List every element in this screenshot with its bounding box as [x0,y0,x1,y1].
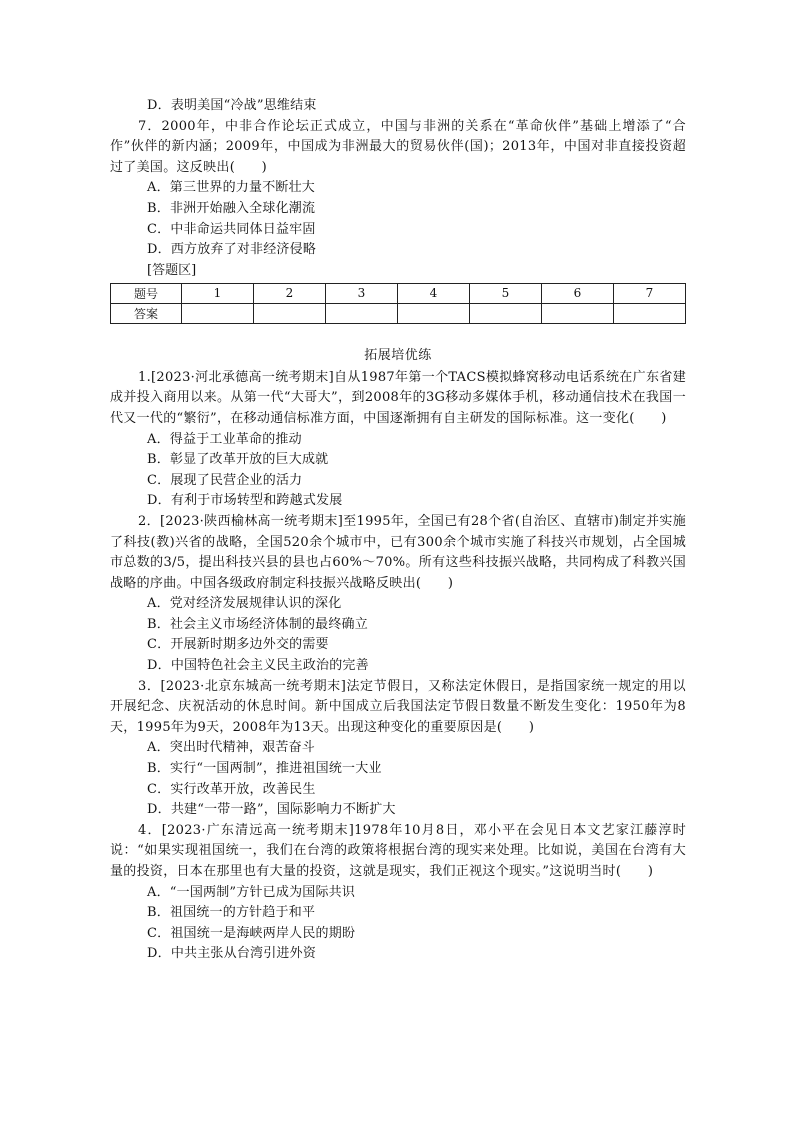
section-title: 拓展培优练 [364,347,432,363]
question-4 [110,821,686,965]
question-stem: 3．[2023·北京东城高一统考期末]法定节假日，又称法定休假日，是指国家统一规定的用以开展纪念、庆祝活动的休息时间。新中国成立后我国法定节假日数量不断发生变化：1950年为8天，1995年为9天，2008年为13天。出现这种变化的重要原因是( ) [110,678,686,735]
answer-table-number-row [111,283,686,303]
answer-table-number-header: 题号 [111,283,182,303]
answer-table [110,283,686,324]
question-7-option-d: D．西方放弃了对非经济侵略 [147,242,317,258]
question-option-b: B．彰显了改革开放的巨大成就 [147,452,329,468]
answer-cell[interactable] [614,303,686,323]
question-stem: 1.[2023·河北承德高一统考期末]自从1987年第一个TACS模拟蜂窝移动电话系统在广东省建成并投入商用以来。从第一代“大哥大”，到2008年的3G移动多媒体手机，移动通信技术在我国一代又一代的“繁衍”，在移动通信标准方面，中国逐渐拥有自主研发的国际标准。这一变化( ) [110,369,686,426]
answer-table-answer-header: 答案 [111,303,182,323]
answer-table-answer-row [111,303,686,323]
question-7-option-c: C．中非命运共同体日益牢固 [147,221,316,237]
question-option-c: C．开展新时期多边外交的需要 [147,637,329,653]
question-option-c: C．展现了民营企业的活力 [147,472,303,488]
prev-question-option-d: D．表明美国“冷战”思维结束 [147,98,317,113]
question-option-a: A．“一国两制”方针已成为国际共识 [147,884,356,900]
answer-cell[interactable] [542,303,614,323]
question-7-option-b: B．非洲开始融入全球化潮流 [147,200,316,216]
answer-cell[interactable] [182,303,254,323]
answer-cell[interactable] [254,303,326,323]
answer-table-number: 5 [470,283,542,303]
question-option-d: D．共建“一带一路”，国际影响力不断扩大 [147,802,396,818]
question-option-a: A．得益于工业革命的推动 [147,431,302,447]
answer-table-number: 7 [614,283,686,303]
answer-table-number: 1 [182,283,254,303]
question-stem: 2．[2023·陕西榆林高一统考期末]至1995年，全国已有28个省(自治区、直辖市)制定并实施了科技(教)兴省的战略，全国520余个城市中，已有300余个城市实施了科技兴市规划，占全国城市总数的3/5，提出科技兴县的县也占60%～70%。所有这些科技振兴战略，共同构成了科教兴国战略的序曲。中国各级政府制定科技振兴战略反映出( ) [110,513,686,591]
question-option-c: C．实行改革开放，改善民生 [147,781,316,797]
answer-cell[interactable] [326,303,398,323]
question-option-d: D．中共主张从台湾引进外资 [147,946,317,962]
question-1 [110,368,686,512]
document-page [110,96,686,965]
answer-table-number: 3 [326,283,398,303]
question-option-d: D．中国特色社会主义民主政治的完善 [147,658,369,674]
answer-table-number: 6 [542,283,614,303]
question-stem: 4．[2023·广东清远高一统考期末]1978年10月8日，邓小平在会见日本文艺家江藤淳时说：“如果实现祖国统一，我们在台湾的政策将根据台湾的现实来处理。比如说，美国在台湾有大量的投资，日本在那里也有大量的投资，这就是现实，我们正视这个现实。”这说明当时( ) [110,822,686,879]
question-option-b: B．社会主义市场经济体制的最终确立 [147,616,368,632]
question-7-stem: 7．2000年，中非合作论坛正式成立，中国与非洲的关系在“革命伙伴”基础上增添了“合作”伙伴的新内涵；2009年，中国成为非洲最大的贸易伙伴(国)；2013年，中国对非直接投资超过了美国。这反映出( ) [110,118,686,175]
question-7-option-a: A．第三世界的力量不断壮大 [147,180,315,196]
question-option-a: A．突出时代精神，艰苦奋斗 [147,740,315,756]
question-3 [110,677,686,821]
answer-area-label: [答题区] [147,262,197,278]
answer-cell[interactable] [470,303,542,323]
question-option-b: B．祖国统一的方针趋于和平 [147,905,316,921]
question-option-b: B．实行“一国两制”，推进祖国统一大业 [147,761,382,777]
answer-table-number: 2 [254,283,326,303]
question-option-c: C．祖国统一是海峡两岸人民的期盼 [147,925,356,941]
answer-table-number: 4 [398,283,470,303]
question-option-a: A．党对经济发展规律认识的深化 [147,596,342,612]
question-2 [110,512,686,677]
question-option-d: D．有利于市场转型和跨越式发展 [147,493,343,509]
answer-cell[interactable] [398,303,470,323]
